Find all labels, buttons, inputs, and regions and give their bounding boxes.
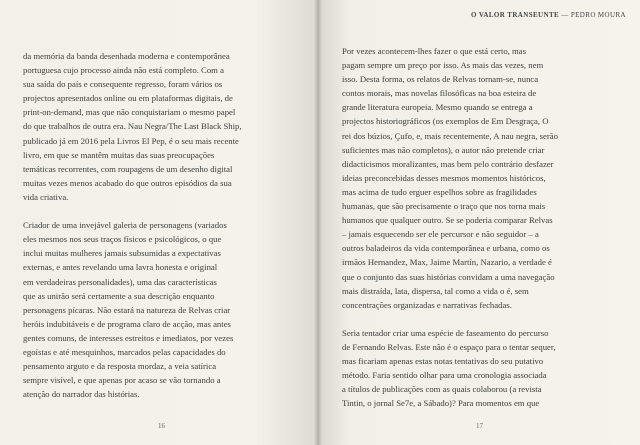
text-line: atenção do narrador das histórias.: [23, 389, 140, 400]
text-line: gentes comuns, de interesses estreitos e imediatos, por vezes: [23, 332, 234, 343]
text-line: irmãos Hernandez, Max, Jaime Martín, Nazario, a verdade é: [342, 257, 552, 268]
text-line: temáticas recorrentes, com roupagens de um desenho digital: [23, 163, 233, 174]
text-line: método. Faria sentido olhar para uma cronologia associada: [342, 370, 547, 381]
text-line: ideias preconcebidas desses mesmos momentos históricos,: [342, 172, 546, 183]
running-head: [471, 11, 626, 19]
text-line: – jamais esquecendo ser ele percursor e não seguidor – a: [342, 229, 539, 240]
text-line: mas ficariam apenas estas notas tentativas do seu putativo: [342, 356, 544, 367]
text-line: Seria tentador criar uma espécie de faseamento do percurso: [342, 327, 549, 338]
right-page-text: [342, 44, 622, 410]
text-line: sua saída do país e consequente regresso, foram vários os: [23, 79, 223, 90]
text-line: livro, em que se mantêm muitas das suas preocupações: [23, 149, 215, 160]
text-line: projectos historiográficos (os exemplos de Em Desgraça, O: [342, 116, 549, 127]
text-line: de Fernando Relvas. Este não é o espaço para o tentar sequer,: [342, 341, 556, 352]
text-line: vida criativa.: [23, 191, 69, 202]
text-line: outros baladeiros da vida contemporânea e urbana, como os: [342, 243, 550, 254]
text-line: isso. Desta forma, os relatos de Relvas tornam-se, nunca: [342, 74, 539, 85]
text-line: em verdadeiras personalidades), uma das características: [23, 276, 217, 287]
paragraph-gap: [342, 312, 622, 326]
right-page: [318, 0, 640, 445]
text-line: concentrações organizadas e narrativas fechadas.: [342, 299, 512, 310]
text-line: da memória da banda desenhada moderna e contemporânea: [23, 51, 230, 61]
right-paragraph-2: [342, 326, 622, 411]
left-paragraph-2: [23, 218, 295, 401]
text-line: pensamento arguto e da resposta mordaz, a veia satírica: [23, 361, 217, 372]
page-number-right: 17: [476, 422, 483, 430]
text-line: rei dos búzios, Çufo, e, mais recentemente, A nau negra, serão: [342, 130, 558, 141]
text-line: humanos que qualquer outro. Se se poderia comparar Relvas: [342, 215, 553, 226]
running-head-title: O VALOR TRANSEUNTE: [470, 11, 560, 19]
text-line: sempre visível, e que apenas por acaso se vão tornando a: [23, 375, 221, 386]
text-line: personagens pícaras. Não estará na natureza de Relvas criar: [23, 304, 231, 315]
page-number-left: 16: [158, 422, 165, 430]
text-line: mais distraída, lata, dispersa, tal como a vida o é, sem: [342, 285, 529, 296]
book-gutter: [314, 0, 322, 445]
text-line: heróis indubitáveis e de programa claro de acção, mas antes: [23, 318, 231, 329]
left-page: [0, 0, 318, 445]
text-line: pagam sempre um preço por isso. As mais das vezes, nem: [342, 60, 544, 71]
paragraph-gap: [23, 204, 295, 218]
text-line: eles mesmos nos seus traços físicos e psicológicos, o que: [23, 234, 222, 245]
running-head-author: PEDRO MOURA: [570, 11, 626, 19]
text-line: inclui muitas mulheres jamais subsumidas a expectativas: [23, 248, 221, 259]
text-line: que o conjunto das suas histórias convidam a uma navegação: [342, 271, 555, 282]
text-line: externas, e antes revelando uma lavra honesta e original: [23, 262, 218, 273]
text-line: a títulos de publicações com as quais colaborou (a revista: [342, 384, 542, 395]
text-line: projectos apresentados online ou em plataformas digitais, de: [23, 93, 233, 104]
text-line: egoístas e até mesquinhos, marcados pelas capacidades do: [23, 346, 226, 357]
text-line: publicado já em 2016 pela Livros El Pep, é o seu mais recente: [23, 135, 239, 146]
text-line: portuguesa cujo processo ainda não está completo. Com a: [23, 65, 224, 76]
text-line: grande literatura europeia. Mesmo quando se entrega a: [342, 102, 533, 113]
running-head-separator: —: [561, 11, 569, 19]
right-paragraph-1: [342, 44, 622, 312]
text-line: didacticismos moralizantes, mas bem pelo contrário desfazer: [342, 158, 554, 169]
text-line: print-on-demand, mas que não conquistariam o mesmo papel: [23, 107, 236, 118]
text-line: Por vezes acontecem-lhes fazer o que está certo, mas: [342, 46, 527, 56]
text-line: suficientes mas não completos), o autor não pretende criar: [342, 144, 545, 155]
text-line: do que trabalhos de outra era. Nau Negra/The Last Black Ship,: [23, 121, 242, 132]
text-line: mas acima de tudo erguer espelhos sobre as fragilidades: [342, 186, 537, 197]
text-line: Tintin, o jornal Se7e, a Sábado)? Para momentos em que: [342, 398, 540, 409]
text-line: muitas vezes menos acabado do que outros episódios da sua: [23, 177, 232, 188]
text-line: humanas, que são precisamente o traço que nos torna mais: [342, 201, 546, 212]
left-paragraph-1: [23, 49, 295, 204]
text-line: contos morais, mas novelas filosóficas na boa esteira de: [342, 88, 537, 99]
text-line: Criador de uma invejável galeria de personagens (variados: [23, 220, 227, 231]
text-line: que as unirão será certamente a sua descrição enquanto: [23, 290, 215, 301]
left-page-text: [23, 49, 295, 401]
